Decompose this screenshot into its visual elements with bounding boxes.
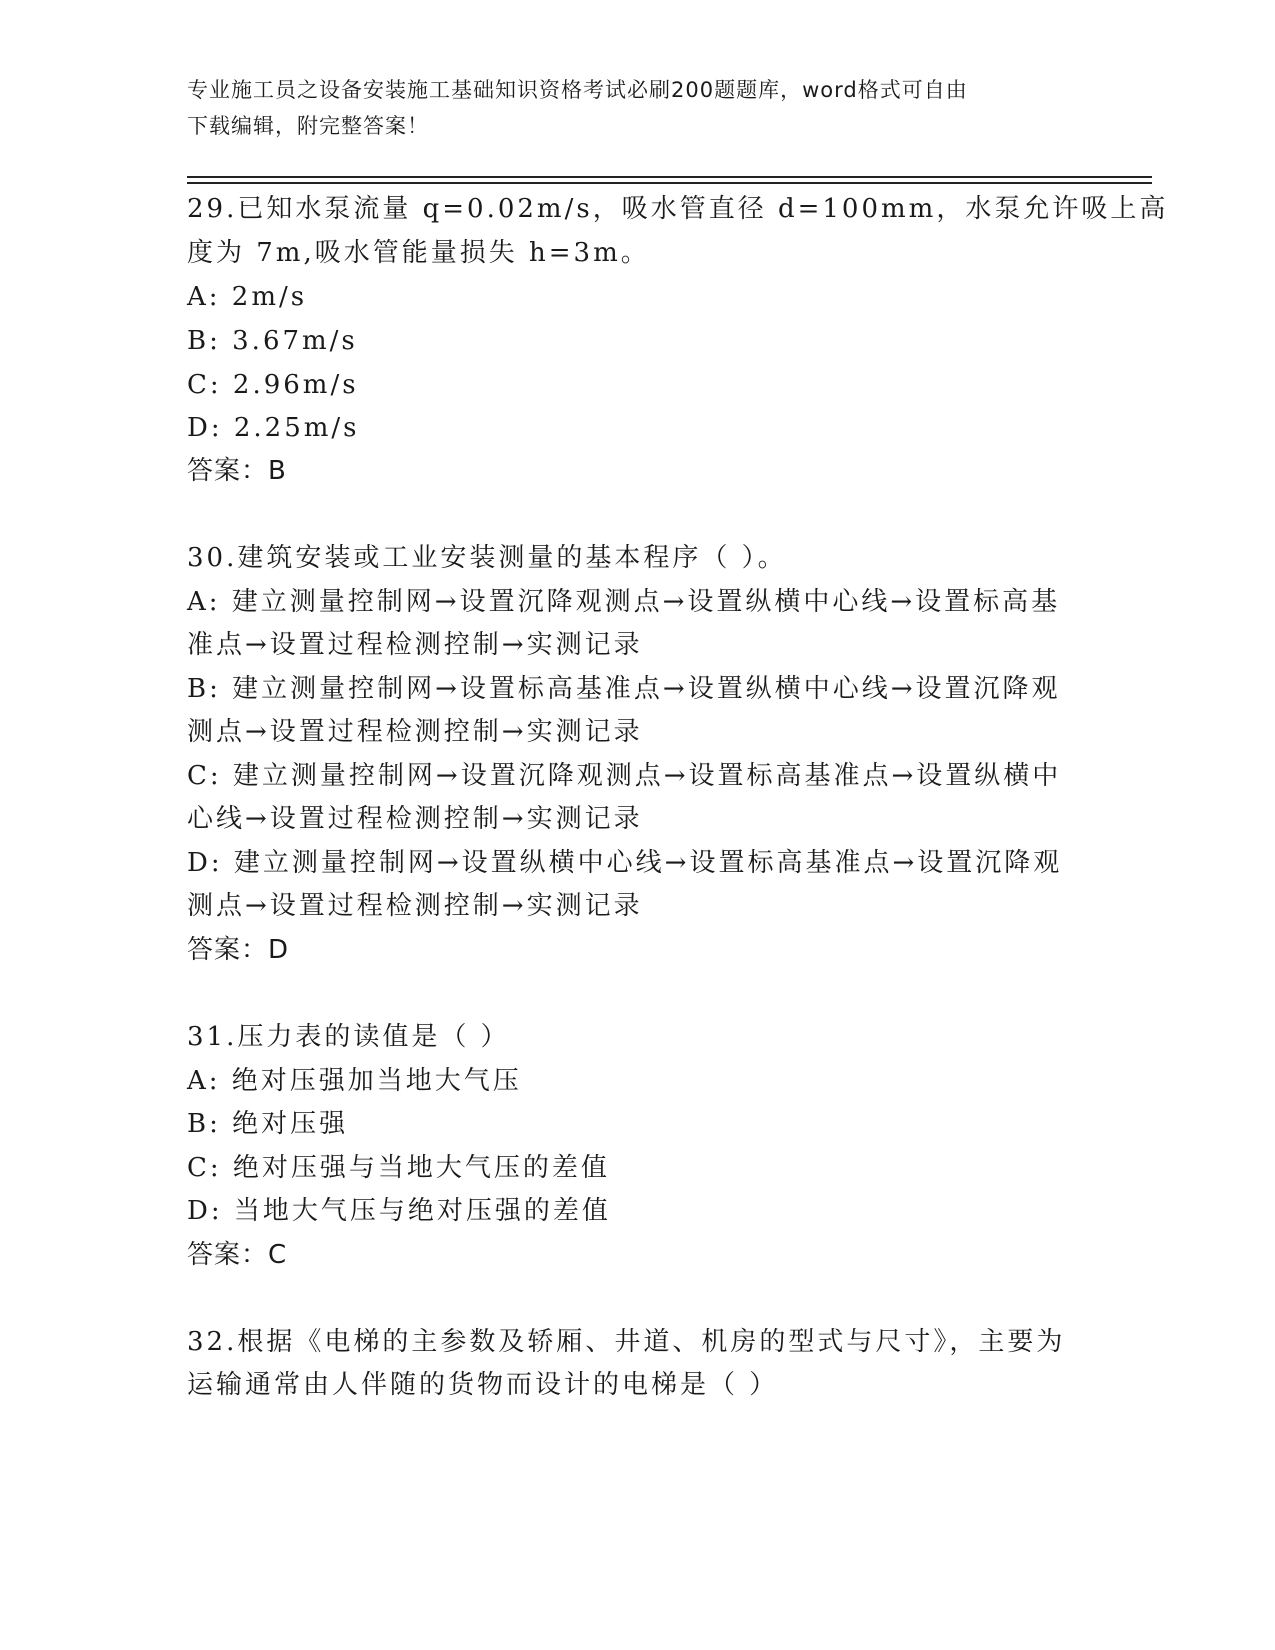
question-29-answer: 答案：B [187,456,287,486]
header-line-2: 下载编辑，附完整答案！ [187,114,429,138]
question-30-option-b-line-2: 测点→设置过程检测控制→实测记录 [187,717,643,747]
header-divider-bottom [187,182,1152,184]
question-30-option-c-line-1: C: 建立测量控制网→设置沉降观测点→设置标高基准点→设置纵横中 [187,761,1062,791]
question-30-option-c-line-2: 心线→设置过程检测控制→实测记录 [187,804,643,834]
question-31-answer: 答案：C [187,1240,288,1270]
document-header [187,72,1067,144]
question-30-answer: 答案：D [187,935,290,965]
question-32-stem-line-1: 32.根据《电梯的主参数及轿厢、井道、机房的型式与尺寸》，主要为 [187,1327,1066,1357]
question-29-option-a: A: 2m/s [187,282,308,312]
question-31-option-d: D: 当地大气压与绝对压强的差值 [187,1196,611,1226]
question-30-option-d-line-2: 测点→设置过程检测控制→实测记录 [187,891,643,921]
question-29-option-c: C: 2.96m/s [187,370,359,400]
question-29-option-b: B: 3.67m/s [187,326,358,356]
question-31-option-c: C: 绝对压强与当地大气压的差值 [187,1153,610,1183]
question-29-option-d: D: 2.25m/s [187,413,360,443]
question-30-option-d-line-1: D: 建立测量控制网→设置纵横中心线→设置标高基准点→设置沉降观 [187,848,1063,878]
question-32-stem-line-2: 运输通常由人伴随的货物而设计的电梯是（ ） [187,1370,779,1400]
question-30-option-b-line-1: B: 建立测量控制网→设置标高基准点→设置纵横中心线→设置沉降观 [187,674,1061,704]
question-29-stem-line-1: 29.已知水泵流量 q=0.02m/s，吸水管直径 d=100mm，水泵允许吸上高 [187,194,1169,224]
question-31-option-a: A: 绝对压强加当地大气压 [187,1066,522,1096]
question-31-option-b: B: 绝对压强 [187,1109,349,1139]
header-divider-top [187,176,1152,178]
header-line-1: 专业施工员之设备安装施工基础知识资格考试必刷200题题库，word格式可自由 [187,78,968,102]
question-30-option-a-line-1: A: 建立测量控制网→设置沉降观测点→设置纵横中心线→设置标高基 [187,587,1061,617]
question-29-stem-line-2: 度为 7m,吸水管能量损失 h=3m。 [187,238,650,268]
question-30-option-a-line-2: 准点→设置过程检测控制→实测记录 [187,630,643,660]
question-31-stem-line-1: 31.压力表的读值是（ ） [187,1022,510,1052]
question-30-stem-line-1: 30.建筑安装或工业安装测量的基本程序（ ）。 [187,543,787,573]
